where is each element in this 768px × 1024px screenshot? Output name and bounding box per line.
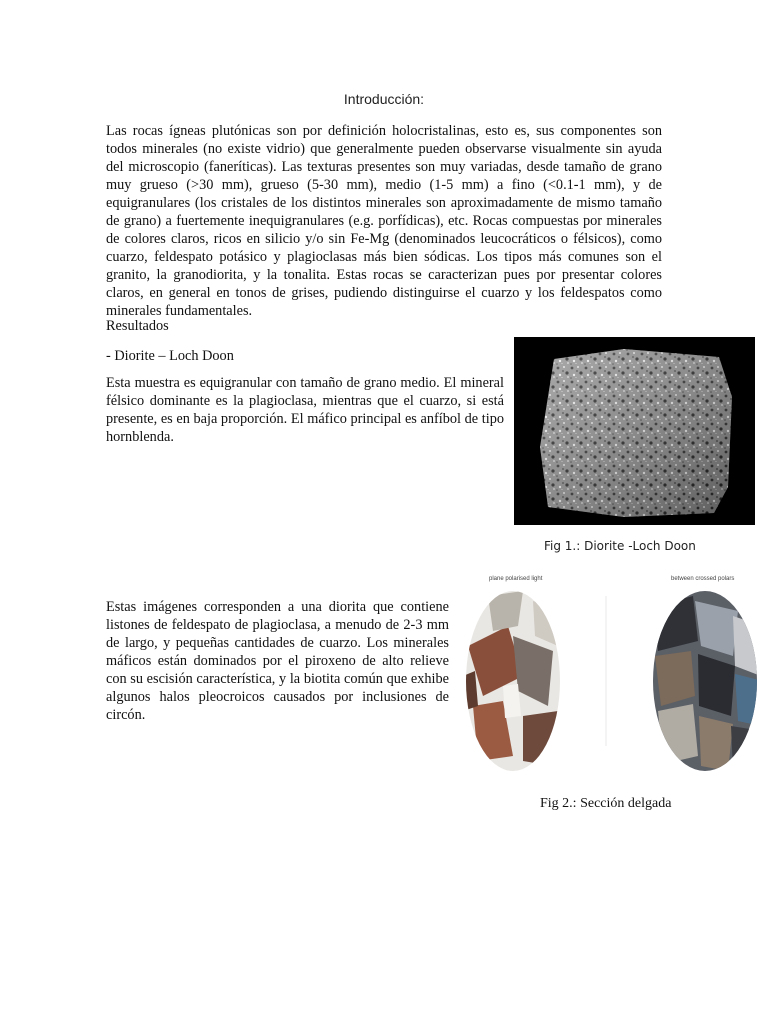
label-plane-polarised: plane polarised light: [489, 576, 543, 582]
figure-2-thin-section: [463, 566, 763, 778]
sample-heading: - Diorite – Loch Doon: [106, 348, 234, 364]
label-crossed-polars: between crossed polars: [671, 576, 735, 582]
crossed-polars-micrograph: [648, 586, 763, 776]
figure-1-caption: Fig 1.: Diorite -Loch Doon: [544, 539, 696, 553]
page-title: Introducción:: [343, 91, 425, 107]
sample-paragraph: Esta muestra es equigranular con tamaño de grano medio. El mineral félsico dominante es la plagioclasa, mientras que el cuarzo, si está presente, es en baja proporción. El máfico principal es anfíbol de tipo hornblenda.: [106, 375, 504, 445]
diorite-block-image: [514, 337, 755, 525]
plane-polarised-micrograph: [463, 586, 563, 776]
figure-1-rock-photo: [514, 337, 755, 525]
resultados-heading: Resultados: [106, 318, 169, 334]
figure-2-caption: Fig 2.: Sección delgada: [540, 796, 672, 811]
intro-paragraph: Las rocas ígneas plutónicas son por definición holocristalinas, esto es, sus componentes son todos minerales (no existe vidrio) que generalmente pueden observarse visualmente sin ayuda del microscopio (faneríticas). Las texturas presentes son muy variadas, desde tamaño de grano muy grueso (>30 mm), grueso (5-30 mm), medio (1-5 mm) a fino (<0.1-1 mm), y de equigranulares (los cristales de los distintos minerales son aproximadamente de mismo tamaño de grano) a fuertemente inequigranulares (e.g. porfídicas), etc. Rocas compuestas por minerales de colores claros, ricos en silicio y/o sin Fe-Mg (denominados leucocráticos o félsicos), como cuarzo, feldespato potásico y plagioclasas más bien sódicas. Los tipos más comunes son el granito, la granodiorita, y la tonalita. Estas rocas se caracterizan pues por presentar colores claros, en general en tonos de grises, pudiendo distinguirse el cuarzo y los feldespatos como minerales fundamentales.: [106, 123, 662, 319]
thin-section-paragraph: Estas imágenes corresponden a una diorita que contiene listones de feldespato de plagioclasa, a menudo de 2-3 mm de largo, y pequeñas cantidades de cuarzo. Los minerales máficos están dominados por el piroxeno de alto relieve con su escisión característica, y la biotita común que exhibe algunos halos pleocroicos causados por inclusiones de circón.: [106, 599, 449, 723]
thin-section-image: [463, 566, 763, 778]
